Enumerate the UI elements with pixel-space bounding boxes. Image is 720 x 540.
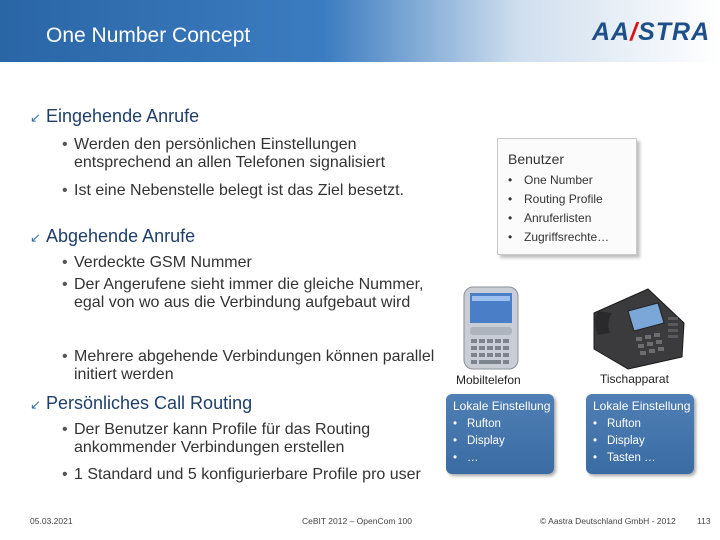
benutzer-box: [497, 138, 637, 255]
list-item: • Rufton: [593, 418, 641, 430]
footer-event: CeBIT 2012 – OpenCom 100: [302, 516, 412, 526]
bullet-outgoing-3: • Mehrere abgehende Verbindungen können parallel initiert werden: [62, 348, 435, 383]
desk-settings-list: [593, 416, 656, 467]
benutzer-heading: Benutzer: [508, 151, 565, 167]
section-heading-incoming: ↙ Eingehende Anrufe: [30, 106, 200, 126]
title-bar: [0, 0, 720, 62]
list-item: • One Number: [508, 173, 593, 187]
list-item: • Anruferlisten: [508, 211, 592, 225]
section-heading-routing: ↙ Persönliches Call Routing: [30, 393, 253, 413]
list-item: • Display: [453, 435, 505, 447]
aastra-logo: AA/STRA: [592, 18, 711, 46]
bullet-incoming-1: • Werden den persönlichen Einstellungen entsprechend an allen Telefonen signalisiert: [62, 136, 386, 171]
page-number: 113: [697, 516, 711, 526]
bullet-arrow-icon: ↙: [30, 230, 41, 245]
list-item: • Tasten …: [593, 452, 656, 464]
mobile-settings-box: [446, 394, 554, 474]
benutzer-list: [508, 171, 609, 247]
bullet-outgoing-1: • Verdeckte GSM Nummer: [62, 254, 252, 271]
mobile-phone-icon: [462, 285, 520, 371]
list-item: • Display: [593, 435, 645, 447]
slide-title: One Number Concept: [46, 24, 251, 47]
desk-phone-icon: [588, 283, 688, 371]
mobile-caption: Mobiltelefon: [456, 373, 521, 387]
desk-caption: Tischapparat: [600, 372, 669, 386]
box-heading: Lokale Einstellung: [593, 399, 691, 413]
list-item: • Routing Profile: [508, 192, 603, 206]
section-heading-outgoing: ↙ Abgehende Anrufe: [30, 226, 196, 246]
bullet-arrow-icon: ↙: [30, 110, 41, 125]
bullet-incoming-2: • Ist eine Nebenstelle belegt ist das Ziel besetzt.: [62, 182, 404, 199]
list-item: • …: [453, 452, 479, 464]
bullet-arrow-icon: ↙: [30, 397, 41, 412]
footer-copyright: © Aastra Deutschland GmbH - 2012: [540, 516, 676, 526]
list-item: • Zugriffsrechte…: [508, 230, 610, 244]
list-item: • Rufton: [453, 418, 501, 430]
box-heading: Lokale Einstellung: [453, 399, 551, 413]
bullet-routing-2: • 1 Standard und 5 konfigurierbare Profile pro user: [62, 466, 421, 483]
bullet-outgoing-2: • Der Angerufene sieht immer die gleiche Nummer, egal von wo aus die Verbindung aufgebaut wird: [62, 276, 424, 311]
mobile-settings-list: [453, 416, 505, 467]
desk-settings-box: [586, 394, 694, 474]
bullet-routing-1: • Der Benutzer kann Profile für das Routing ankommender Verbindungen erstellen: [62, 421, 371, 456]
footer-date: 05.03.2021: [30, 516, 73, 526]
